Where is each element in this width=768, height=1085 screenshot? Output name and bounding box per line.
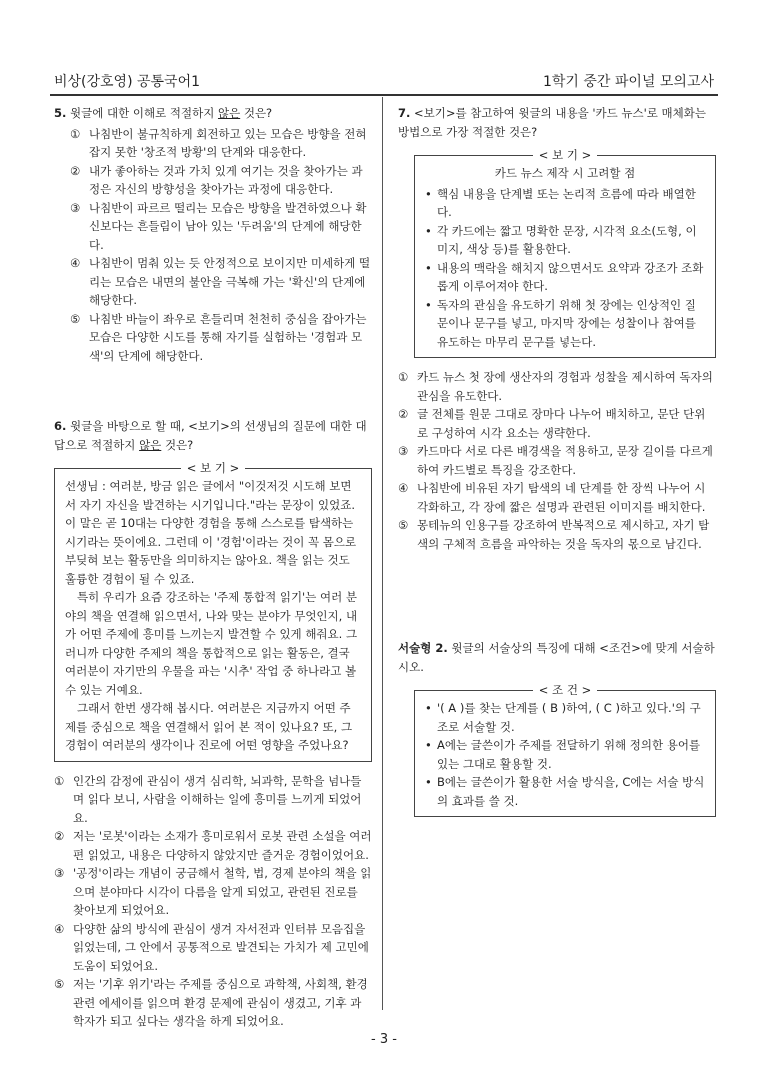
option-text: 나침반 바늘이 좌우로 흔들리며 천천히 중심을 잡아가는 모습은 다양한 시도를 통해 자기를 실험하는 '경험과 모색'의 단계에 해당한다. xyxy=(89,311,367,363)
answer-option[interactable] xyxy=(54,975,372,1031)
condition-text: B에는 글쓴이가 활용한 서술 방식을, C에는 서술 방식의 효과를 쓸 것. xyxy=(437,775,705,808)
question-stem: 윗글을 바탕으로 할 때, <보기>의 선생님의 질문에 대한 대답으로 적절하지 않은 것은? xyxy=(54,419,367,452)
option-text: 글 전체를 원문 그대로 장마다 나누어 배치하고, 문단 단위로 구성하여 시각 요소는 생략한다. xyxy=(417,407,706,440)
condition-text: 각 카드에는 짧고 명확한 문장, 시각적 요소(도형, 이미지, 색상 등)를 활용한다. xyxy=(437,223,697,256)
question-number: 서술형 2. xyxy=(398,641,448,655)
answer-option[interactable] xyxy=(70,162,372,199)
option-text: 저는 '기후 위기'라는 주제를 중심으로 과학책, 사회책, 환경 관련 에세이를 읽으며 환경 문제에 관심이 생겼고, 기후 과학자가 되고 싶다는 생각을 하게 되었어요. xyxy=(73,977,368,1028)
header-exam-title: 1학기 중간 파이널 모의고사 xyxy=(542,74,714,90)
box-paragraph: 특히 우리가 요즘 강조하는 '주제 통합적 읽기'는 여러 분야의 책을 연결해 읽으면서, 나와 맞는 분야가 무엇인지, 내가 어떤 주제에 흥미를 느끼는지 발견할 수 있게 해줘요. 그러니까 다양한 주제의 책을 통합적으로 읽는 활동은, 결국 여러분이 자기만의 우물을 파는 '시추' 작업 중 하나라고 볼 수 있는 거예요. xyxy=(65,590,358,697)
header-rule xyxy=(50,94,718,96)
right-column xyxy=(398,104,716,817)
essay2-condition-box xyxy=(414,683,716,817)
bullet-icon: • xyxy=(425,186,432,201)
condition-text: 독자의 관심을 유도하기 위해 첫 장에는 인상적인 질문이나 문구를 넣고, 마지막 장에는 성찰이나 참여를 유도하는 마무리 문구를 넣는다. xyxy=(437,297,696,349)
question-7 xyxy=(398,104,716,141)
option-marker: ⑤ xyxy=(398,518,409,532)
column-divider xyxy=(382,97,383,1010)
bullet-icon: • xyxy=(425,775,432,789)
answer-option[interactable] xyxy=(54,827,372,864)
q5-options xyxy=(54,125,372,366)
question-stem: 윗글에 대한 이해로 적절하지 않은 것은? xyxy=(70,106,273,120)
condition-item xyxy=(425,185,705,222)
option-marker: ③ xyxy=(398,444,409,458)
question-stem: 윗글의 서술상의 특징에 대해 <조건>에 맞게 서술하시오. xyxy=(398,641,715,674)
option-marker: ④ xyxy=(398,481,409,495)
condition-text: '( A )를 찾는 단계를 ( B )하여, ( C )하고 있다.'의 구조로 서술할 것. xyxy=(437,701,701,734)
essay-question-2 xyxy=(398,639,716,676)
option-marker: ① xyxy=(398,370,409,384)
option-marker: ② xyxy=(398,407,409,421)
answer-option[interactable] xyxy=(70,310,372,366)
option-text: 몽테뉴의 인용구를 강조하여 반복적으로 제시하고, 자기 탐색의 구체적 흐름을 파악하는 것을 독자의 몫으로 남긴다. xyxy=(417,518,710,551)
question-6 xyxy=(54,417,372,454)
option-text: 나침반에 비유된 자기 탐색의 네 단계를 한 장씩 나누어 시각화하고, 각 장에 짧은 설명과 관련된 이미지를 배치한다. xyxy=(417,481,706,514)
question-5 xyxy=(54,104,372,123)
q7-example-box xyxy=(414,148,716,358)
answer-option[interactable] xyxy=(398,442,716,479)
condition-item xyxy=(425,222,705,259)
bullet-icon: • xyxy=(425,297,432,312)
option-marker: ② xyxy=(54,829,65,843)
option-marker: ③ xyxy=(70,200,81,215)
answer-option[interactable] xyxy=(398,516,716,553)
condition-item xyxy=(425,773,705,810)
bullet-icon: • xyxy=(425,260,432,275)
box-title: < 조 건 > xyxy=(533,683,597,697)
option-text: 내가 좋아하는 것과 가치 있게 여기는 것을 찾아가는 과정은 자신의 방향성을 찾아가는 과정에 대응한다. xyxy=(89,163,363,196)
condition-item xyxy=(425,736,705,773)
answer-option[interactable] xyxy=(398,368,716,405)
option-marker: ② xyxy=(70,163,81,178)
answer-option[interactable] xyxy=(54,864,372,920)
bullet-icon: • xyxy=(425,223,432,238)
page-number: - 3 - xyxy=(371,1032,397,1047)
bullet-icon: • xyxy=(425,701,432,715)
q6-example-box xyxy=(54,461,372,762)
answer-option[interactable] xyxy=(54,920,372,976)
option-marker: ⑤ xyxy=(54,977,65,991)
answer-option[interactable] xyxy=(398,405,716,442)
option-marker: ⑤ xyxy=(70,311,81,326)
condition-text: 핵심 내용을 단계별 또는 논리적 흐름에 따라 배열한다. xyxy=(437,186,696,219)
answer-option[interactable] xyxy=(70,125,372,162)
condition-item xyxy=(425,259,705,296)
box-subtitle: 카드 뉴스 제작 시 고려할 점 xyxy=(494,166,636,180)
question-number: 6. xyxy=(54,419,67,433)
box-paragraph: 선생님 : 여러분, 방금 읽은 글에서 "이것저것 시도해 보면서 자기 자신을 발견하는 시기입니다."라는 문장이 있었죠. 이 말은 곧 10대는 다양한 경험을 통해 스스로를 탐색하는 시기라는 뜻이에요. 그런데 이 '경험'이라는 것이 꼭 몸으로 부딪혀 보는 활동만을 의미하지는 않아요. 책을 읽는 것도 훌륭한 경험이 될 수 있죠. xyxy=(65,479,357,586)
option-marker: ④ xyxy=(70,256,81,270)
condition-text: A에는 글쓴이가 주제를 전달하기 위해 정의한 용어를 있는 그대로 활용할 것. xyxy=(437,738,701,771)
q6-options xyxy=(54,772,372,1031)
bullet-icon: • xyxy=(425,738,432,752)
option-text: 나침반이 파르르 떨리는 모습은 방향을 발견하였으나 확신보다는 흔들림이 남아 있는 '두려움'의 단계에 해당한다. xyxy=(89,200,367,252)
answer-option[interactable] xyxy=(70,199,372,255)
box-title: < 보 기 > xyxy=(533,148,597,162)
option-marker: ① xyxy=(54,773,65,788)
option-marker: ④ xyxy=(54,921,65,936)
box-paragraph: 그래서 한번 생각해 봅시다. 여러분은 지금까지 어떤 주제를 중심으로 책을 연결해서 읽어 본 적이 있나요? 또, 그 경험이 여러분의 생각이나 진로에 어떤 영향을 주었나요? xyxy=(65,701,353,752)
option-text: 인간의 감정에 관심이 생겨 심리학, 뇌과학, 문학을 넘나들며 읽다 보니, 사람을 이해하는 일에 흥미를 느끼게 되었어요. xyxy=(73,773,362,825)
question-number: 5. xyxy=(54,106,67,120)
answer-option[interactable] xyxy=(398,479,716,516)
question-number: 7. xyxy=(398,106,411,120)
option-marker: ① xyxy=(70,126,81,141)
option-text: 저는 '로봇'이라는 소재가 흥미로워서 로봇 관련 소설을 여러 편 읽었고, 내용은 다양하지 않았지만 즐거운 경험이었어요. xyxy=(73,829,372,862)
option-text: 나침반이 불규칙하게 회전하고 있는 모습은 방향을 전혀 잡지 못한 '창조적 방황'의 단계와 대응한다. xyxy=(89,126,367,159)
q7-options xyxy=(398,368,716,553)
box-title: < 보 기 > xyxy=(181,461,245,475)
answer-option[interactable] xyxy=(70,254,372,310)
left-column xyxy=(54,104,372,1031)
condition-item xyxy=(425,699,705,736)
option-text: '공정'이라는 개념이 궁금해서 철학, 법, 경제 분야의 책을 읽으며 분야마다 시각이 다름을 알게 되었고, 관련된 진로를 찾아보게 되었어요. xyxy=(73,866,372,917)
option-text: 카드 뉴스 첫 장에 생산자의 경험과 성찰을 제시하여 독자의 관심을 유도한다. xyxy=(417,370,713,403)
question-stem: <보기>를 참고하여 윗글의 내용을 '카드 뉴스'로 매체화는 방법으로 가장 적절한 것은? xyxy=(398,106,706,139)
option-text: 카드마다 서로 다른 배경색을 적용하고, 문장 길이를 다르게 하여 카드별로 특징을 강조한다. xyxy=(417,444,713,477)
answer-option[interactable] xyxy=(54,772,372,828)
condition-item xyxy=(425,296,705,352)
option-text: 다양한 삶의 방식에 관심이 생겨 자서전과 인터뷰 모음집을 읽었는데, 그 안에서 공통적으로 발견되는 가치가 제 고민에 도움이 되었어요. xyxy=(73,921,369,973)
header-subject: 비상(강호영) 공통국어1 xyxy=(54,74,200,90)
option-marker: ③ xyxy=(54,866,65,880)
condition-text: 내용의 맥락을 해치지 않으면서도 요약과 강조가 조화롭게 이루어져야 한다. xyxy=(437,260,704,293)
option-text: 나침반이 멈춰 있는 듯 안정적으로 보이지만 미세하게 떨리는 모습은 내면의 불안을 극복해 가는 '확신'의 단계에 해당한다. xyxy=(89,256,371,307)
